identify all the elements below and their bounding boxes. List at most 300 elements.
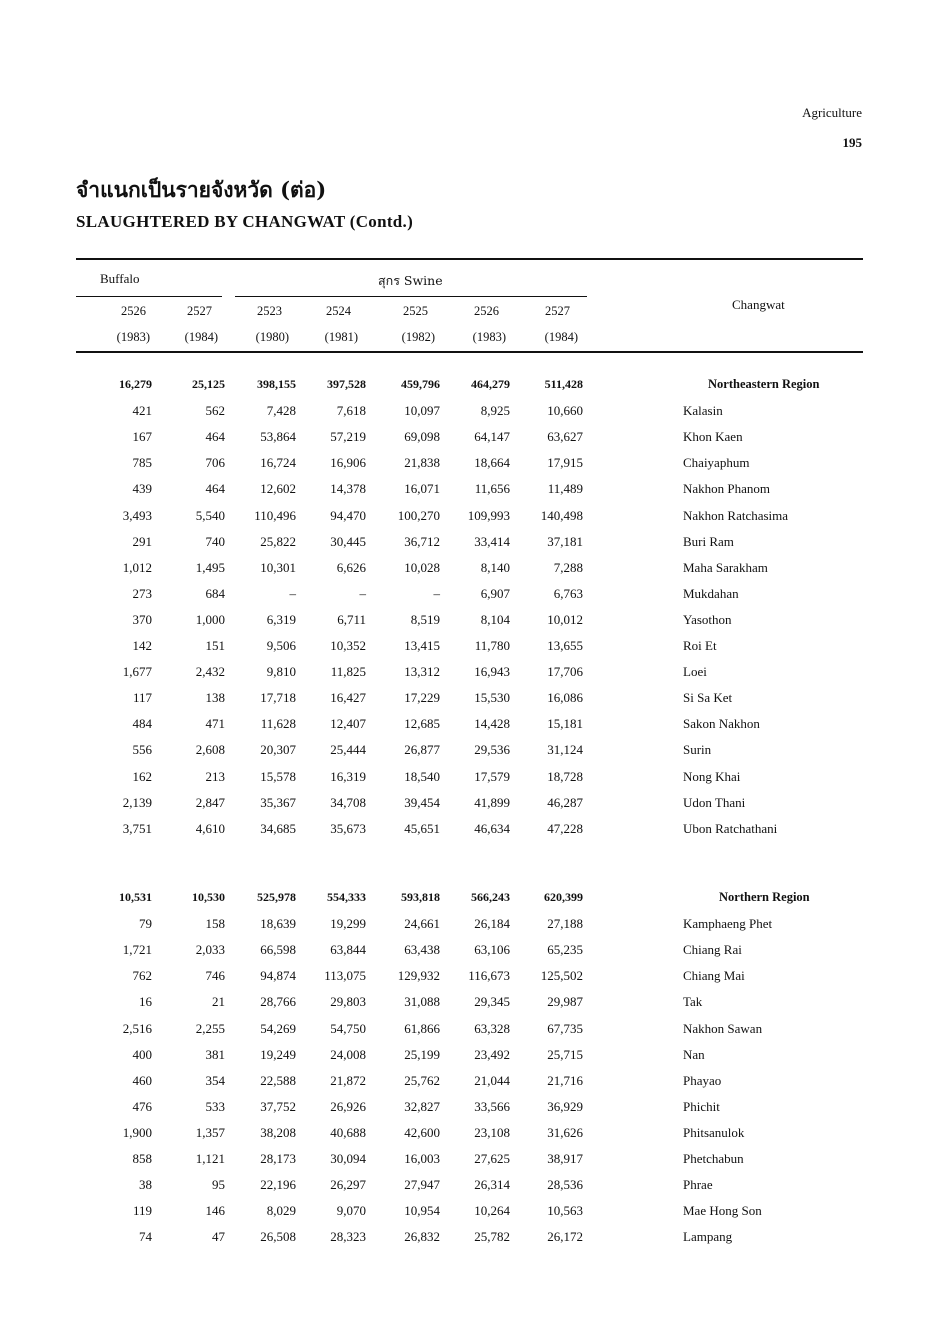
table-cell: 15,530	[474, 690, 510, 705]
changwat-name: Phichit	[683, 1099, 720, 1114]
table-cell: 684	[205, 586, 225, 601]
table-cell: 10,660	[547, 403, 583, 418]
table-row	[0, 1047, 941, 1069]
table-cell: 400	[132, 1047, 152, 1062]
table-row	[0, 716, 941, 738]
table-cell: 33,566	[474, 1099, 510, 1114]
table-cell: 273	[132, 586, 152, 601]
table-cell: 858	[132, 1151, 152, 1166]
changwat-name: Roi Et	[683, 638, 717, 653]
table-cell: 1,495	[195, 560, 225, 575]
table-cell: 18,728	[547, 769, 583, 784]
col-year-ad: (1980)	[255, 330, 289, 344]
table-row	[0, 508, 941, 530]
table-cell: 110,496	[254, 508, 296, 523]
table-cell: 38	[139, 1177, 152, 1192]
running-header-section: Agriculture	[802, 105, 862, 120]
table-cell: 2,139	[122, 795, 152, 810]
col-year-ad: (1983)	[116, 330, 150, 344]
table-cell: 125,502	[540, 968, 583, 983]
table-cell: 7,428	[266, 403, 296, 418]
table-cell: 11,780	[474, 638, 510, 653]
table-cell: 94,874	[260, 968, 296, 983]
table-cell: 12,685	[404, 716, 440, 731]
table-cell: 16,279	[119, 377, 152, 391]
table-cell: 13,655	[547, 638, 583, 653]
table-cell: 63,844	[330, 942, 366, 957]
table-cell: 79	[139, 916, 152, 931]
table-cell: 18,540	[404, 769, 440, 784]
table-cell: 25,199	[404, 1047, 440, 1062]
table-cell: 1,121	[195, 1151, 225, 1166]
title-english: SLAUGHTERED BY CHANGWAT (Contd.)	[76, 212, 414, 231]
table-cell: 785	[132, 455, 152, 470]
table-row	[0, 612, 941, 634]
changwat-name: Phetchabun	[683, 1151, 744, 1166]
table-row	[0, 586, 941, 608]
table-cell: 16,724	[260, 455, 296, 470]
table-cell: 46,634	[474, 821, 510, 836]
table-cell: –	[289, 586, 296, 601]
table-row	[0, 1151, 941, 1173]
table-cell: 37,181	[547, 534, 583, 549]
table-cell: 21	[212, 994, 225, 1009]
table-cell: 3,751	[122, 821, 152, 836]
table-cell: 740	[205, 534, 225, 549]
table-cell: 10,531	[119, 890, 152, 904]
table-cell: 421	[132, 403, 152, 418]
table-row	[0, 1099, 941, 1121]
table-cell: 65,235	[547, 942, 583, 957]
table-cell: 27,625	[474, 1151, 510, 1166]
table-cell: 13,312	[404, 664, 440, 679]
table-cell: 2,608	[195, 742, 225, 757]
changwat-name: Ubon Ratchathani	[683, 821, 778, 836]
table-cell: 38,917	[547, 1151, 583, 1166]
table-cell: 476	[132, 1099, 152, 1114]
table-cell: 1,721	[122, 942, 152, 957]
changwat-name: Si Sa Ket	[683, 690, 733, 705]
table-cell: 142	[132, 638, 152, 653]
table-cell: 8,104	[480, 612, 510, 627]
table-cell: 21,838	[404, 455, 440, 470]
table-cell: 554,333	[327, 890, 366, 904]
table-row	[0, 481, 941, 503]
table-cell: 14,428	[474, 716, 510, 731]
table-cell: 459,796	[401, 377, 440, 391]
table-cell: 6,626	[336, 560, 366, 575]
table-cell: 25,782	[474, 1229, 510, 1244]
table-row	[0, 916, 941, 938]
table-cell: –	[433, 586, 440, 601]
table-cell: 354	[205, 1073, 225, 1088]
region-total-row	[0, 890, 941, 912]
table-cell: 26,184	[474, 916, 510, 931]
table-cell: 9,070	[336, 1203, 366, 1218]
table-cell: 167	[132, 429, 152, 444]
table-row	[0, 560, 941, 582]
table-cell: 34,708	[330, 795, 366, 810]
table-cell: 19,249	[260, 1047, 296, 1062]
table-row	[0, 994, 941, 1016]
table-cell: 397,528	[327, 377, 366, 391]
table-cell: 2,255	[195, 1021, 225, 1036]
col-year-ad: (1981)	[324, 330, 358, 344]
table-cell: 26,926	[330, 1099, 366, 1114]
table-cell: 35,673	[330, 821, 366, 836]
table-row	[0, 769, 941, 791]
table-cell: 593,818	[401, 890, 440, 904]
table-cell: 31,088	[404, 994, 440, 1009]
table-cell: 10,530	[192, 890, 225, 904]
col-year-th: 2525	[403, 304, 428, 318]
changwat-name: Yasothon	[683, 612, 732, 627]
table-cell: 119	[132, 1203, 152, 1218]
table-row	[0, 968, 941, 990]
table-cell: 100,270	[397, 508, 440, 523]
col-year-ad: (1983)	[472, 330, 506, 344]
table-cell: 439	[132, 481, 152, 496]
table-cell: 63,106	[474, 942, 510, 957]
table-cell: 464,279	[471, 377, 510, 391]
table-cell: 18,664	[474, 455, 510, 470]
col-year-th: 2526	[121, 304, 146, 318]
changwat-header: Changwat	[732, 297, 785, 312]
table-cell: 706	[205, 455, 225, 470]
table-cell: 381	[205, 1047, 225, 1062]
changwat-name: Chiang Mai	[683, 968, 745, 983]
changwat-name: Phrae	[683, 1177, 713, 1192]
table-cell: 1,357	[195, 1125, 225, 1140]
table-cell: 16,319	[330, 769, 366, 784]
table-cell: 31,124	[547, 742, 583, 757]
table-cell: 61,866	[404, 1021, 440, 1036]
table-cell: 6,907	[480, 586, 510, 601]
table-cell: 11,825	[330, 664, 366, 679]
table-row	[0, 638, 941, 660]
table-cell: 26,508	[260, 1229, 296, 1244]
table-cell: 21,872	[330, 1073, 366, 1088]
table-cell: 39,454	[404, 795, 440, 810]
changwat-name: Nong Khai	[683, 769, 741, 784]
table-cell: 6,319	[266, 612, 296, 627]
changwat-name: Tak	[683, 994, 703, 1009]
table-cell: 2,033	[195, 942, 225, 957]
table-row	[0, 429, 941, 451]
col-year-th: 2527	[545, 304, 570, 318]
table-cell: 63,438	[404, 942, 440, 957]
table-cell: 140,498	[540, 508, 583, 523]
changwat-name: Surin	[683, 742, 712, 757]
changwat-name: Chaiyaphum	[683, 455, 750, 470]
changwat-name: Kalasin	[683, 403, 723, 418]
table-cell: 94,470	[330, 508, 366, 523]
table-cell: 117	[132, 690, 152, 705]
table-cell: 21,044	[474, 1073, 510, 1088]
table-cell: 471	[205, 716, 225, 731]
table-top-rule	[76, 258, 863, 260]
table-cell: 15,578	[260, 769, 296, 784]
table-cell: 18,639	[260, 916, 296, 931]
table-cell: 556	[132, 742, 152, 757]
table-cell: 460	[132, 1073, 152, 1088]
table-cell: 46,287	[547, 795, 583, 810]
col-year-th: 2523	[257, 304, 282, 318]
table-cell: 1,012	[122, 560, 152, 575]
table-cell: 24,008	[330, 1047, 366, 1062]
table-cell: 26,172	[547, 1229, 583, 1244]
table-cell: 69,098	[404, 429, 440, 444]
changwat-name: Maha Sarakham	[683, 560, 768, 575]
table-cell: 116,673	[468, 968, 510, 983]
changwat-name: Kamphaeng Phet	[683, 916, 773, 931]
table-cell: 63,627	[547, 429, 583, 444]
table-cell: 1,000	[195, 612, 225, 627]
table-row	[0, 690, 941, 712]
table-cell: 19,299	[330, 916, 366, 931]
table-cell: 146	[205, 1203, 225, 1218]
table-cell: 32,827	[404, 1099, 440, 1114]
table-cell: 27,947	[404, 1177, 440, 1192]
table-cell: 22,196	[260, 1177, 296, 1192]
region-name: Northeastern Region	[708, 377, 820, 391]
table-cell: 57,219	[330, 429, 366, 444]
table-cell: 113,075	[324, 968, 366, 983]
table-cell: 17,579	[474, 769, 510, 784]
table-cell: 25,762	[404, 1073, 440, 1088]
table-cell: 14,378	[330, 481, 366, 496]
table-cell: 54,269	[260, 1021, 296, 1036]
table-cell: 511,428	[544, 377, 583, 391]
table-cell: 4,610	[195, 821, 225, 836]
changwat-name: Khon Kaen	[683, 429, 743, 444]
table-cell: 12,602	[260, 481, 296, 496]
changwat-name: Phayao	[683, 1073, 722, 1088]
page-number: 195	[842, 135, 862, 150]
table-cell: 10,028	[404, 560, 440, 575]
table-cell: 63,328	[474, 1021, 510, 1036]
col-year-th: 2524	[326, 304, 351, 318]
changwat-name: Nakhon Phanom	[683, 481, 771, 496]
table-cell: 533	[205, 1099, 225, 1114]
table-cell: 2,516	[122, 1021, 152, 1036]
table-cell: 25,125	[192, 377, 225, 391]
table-row	[0, 1125, 941, 1147]
table-cell: 21,716	[547, 1073, 583, 1088]
table-cell: 138	[205, 690, 225, 705]
table-cell: 47,228	[547, 821, 583, 836]
table-cell: 6,711	[337, 612, 366, 627]
table-cell: 15,181	[547, 716, 583, 731]
table-cell: 26,297	[330, 1177, 366, 1192]
table-cell: 370	[132, 612, 152, 627]
table-cell: 11,628	[260, 716, 296, 731]
table-cell: 9,810	[266, 664, 296, 679]
changwat-name: Udon Thani	[683, 795, 746, 810]
table-row	[0, 664, 941, 686]
col-year-ad: (1982)	[401, 330, 435, 344]
table-cell: 8,029	[266, 1203, 296, 1218]
table-cell: 10,012	[547, 612, 583, 627]
table-row	[0, 942, 941, 964]
table-cell: 36,929	[547, 1099, 583, 1114]
table-cell: 64,147	[474, 429, 510, 444]
changwat-name: Mukdahan	[683, 586, 739, 601]
table-cell: 7,618	[336, 403, 366, 418]
table-row	[0, 1073, 941, 1095]
table-cell: 34,685	[260, 821, 296, 836]
changwat-name: Lampang	[683, 1229, 733, 1244]
table-cell: 16,086	[547, 690, 583, 705]
table-cell: 10,264	[474, 1203, 510, 1218]
table-cell: 620,399	[544, 890, 583, 904]
region-total-row	[0, 377, 941, 399]
changwat-name: Buri Ram	[683, 534, 734, 549]
table-cell: 10,954	[404, 1203, 440, 1218]
table-cell: 36,712	[404, 534, 440, 549]
table-cell: 53,864	[260, 429, 296, 444]
changwat-name: Nan	[683, 1047, 705, 1062]
table-cell: 464	[205, 481, 225, 496]
table-row	[0, 403, 941, 425]
table-cell: 6,763	[553, 586, 583, 601]
swine-group-header: สุกร Swine	[378, 273, 443, 288]
table-cell: 26,877	[404, 742, 440, 757]
table-cell: 762	[132, 968, 152, 983]
table-cell: 33,414	[474, 534, 510, 549]
title-thai: จำแนกเป็นรายจังหวัด (ต่อ)	[76, 177, 327, 202]
buffalo-group-rule	[76, 296, 222, 297]
table-cell: 17,718	[260, 690, 296, 705]
table-cell: 23,108	[474, 1125, 510, 1140]
table-cell: 7,288	[553, 560, 583, 575]
table-row	[0, 795, 941, 817]
table-cell: 25,822	[260, 534, 296, 549]
table-row	[0, 1203, 941, 1225]
table-cell: 29,345	[474, 994, 510, 1009]
table-cell: 10,352	[330, 638, 366, 653]
table-cell: 8,140	[480, 560, 510, 575]
table-cell: 29,803	[330, 994, 366, 1009]
table-cell: 25,444	[330, 742, 366, 757]
table-cell: 28,766	[260, 994, 296, 1009]
table-cell: 28,536	[547, 1177, 583, 1192]
table-cell: 30,445	[330, 534, 366, 549]
table-cell: 1,900	[122, 1125, 152, 1140]
table-cell: 562	[205, 403, 225, 418]
table-cell: 566,243	[471, 890, 510, 904]
changwat-name: Phitsanulok	[683, 1125, 745, 1140]
table-cell: 16,071	[404, 481, 440, 496]
col-year-th: 2527	[187, 304, 212, 318]
table-cell: 17,229	[404, 690, 440, 705]
table-cell: 10,301	[260, 560, 296, 575]
changwat-name: Nakhon Sawan	[683, 1021, 763, 1036]
changwat-name: Chiang Rai	[683, 942, 742, 957]
table-cell: 35,367	[260, 795, 296, 810]
table-cell: 16,906	[330, 455, 366, 470]
table-cell: 16,427	[330, 690, 366, 705]
table-cell: 74	[139, 1229, 152, 1244]
table-cell: 9,506	[266, 638, 296, 653]
table-cell: 30,094	[330, 1151, 366, 1166]
table-cell: 31,626	[547, 1125, 583, 1140]
table-cell: 129,932	[397, 968, 440, 983]
table-row	[0, 821, 941, 843]
table-cell: 42,600	[404, 1125, 440, 1140]
table-cell: 162	[132, 769, 152, 784]
table-cell: 95	[212, 1177, 225, 1192]
swine-group-rule	[235, 296, 587, 297]
table-cell: 28,173	[260, 1151, 296, 1166]
table-cell: 66,598	[260, 942, 296, 957]
table-cell: 24,661	[404, 916, 440, 931]
table-cell: 10,563	[547, 1203, 583, 1218]
table-cell: 8,519	[410, 612, 440, 627]
table-cell: 1,677	[122, 664, 152, 679]
table-cell: 17,706	[547, 664, 583, 679]
changwat-name: Nakhon Ratchasima	[683, 508, 789, 523]
table-cell: 29,987	[547, 994, 583, 1009]
table-cell: 109,993	[467, 508, 510, 523]
col-year-th: 2526	[474, 304, 499, 318]
table-cell: 22,588	[260, 1073, 296, 1088]
table-cell: 26,314	[474, 1177, 510, 1192]
changwat-name: Loei	[683, 664, 707, 679]
table-row	[0, 455, 941, 477]
table-row	[0, 742, 941, 764]
table-cell: 213	[205, 769, 225, 784]
table-cell: 16,003	[404, 1151, 440, 1166]
table-row	[0, 1177, 941, 1199]
table-cell: 26,832	[404, 1229, 440, 1244]
table-cell: 12,407	[330, 716, 366, 731]
table-cell: 464	[205, 429, 225, 444]
table-row	[0, 534, 941, 556]
table-cell: 525,978	[257, 890, 296, 904]
table-cell: 37,752	[260, 1099, 296, 1114]
table-cell: 25,715	[547, 1047, 583, 1062]
table-cell: 45,651	[404, 821, 440, 836]
table-row	[0, 1021, 941, 1043]
table-cell: 11,656	[474, 481, 510, 496]
table-cell: 398,155	[257, 377, 296, 391]
table-cell: 13,415	[404, 638, 440, 653]
table-cell: 16	[139, 994, 152, 1009]
table-cell: 38,208	[260, 1125, 296, 1140]
table-cell: 3,493	[122, 508, 152, 523]
col-year-ad: (1984)	[544, 330, 578, 344]
region-name: Northern Region	[719, 890, 810, 904]
table-cell: 23,492	[474, 1047, 510, 1062]
table-cell: 54,750	[330, 1021, 366, 1036]
table-cell: 2,432	[195, 664, 225, 679]
header-bottom-rule	[76, 351, 863, 353]
table-cell: 29,536	[474, 742, 510, 757]
table-cell: 10,097	[404, 403, 440, 418]
table-cell: 11,489	[547, 481, 583, 496]
table-cell: 8,925	[480, 403, 510, 418]
table-cell: 2,847	[195, 795, 225, 810]
table-cell: 5,540	[195, 508, 225, 523]
buffalo-group-header: Buffalo	[100, 271, 140, 286]
table-cell: 20,307	[260, 742, 296, 757]
table-cell: 40,688	[330, 1125, 366, 1140]
table-cell: 16,943	[474, 664, 510, 679]
table-cell: 746	[205, 968, 225, 983]
table-cell: 484	[132, 716, 152, 731]
changwat-name: Mae Hong Son	[683, 1203, 762, 1218]
